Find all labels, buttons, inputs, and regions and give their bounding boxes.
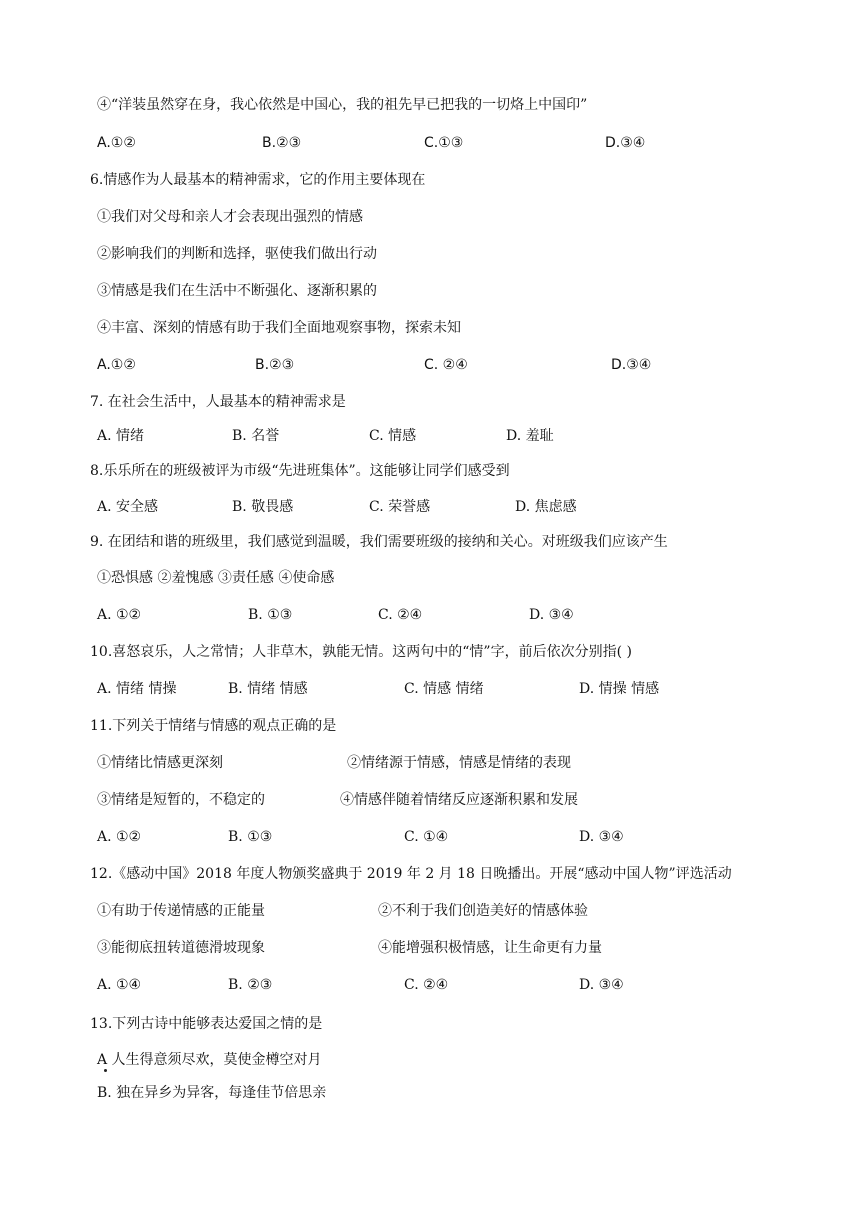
q7-option-b: B. 名誉 <box>232 428 280 444</box>
q13-stem: 13.下列古诗中能够表达爱国之情的是 <box>90 1016 323 1032</box>
q5-option-d: D.③④ <box>605 135 646 151</box>
q11-option-d: D. ③④ <box>579 829 624 845</box>
q10-option-b: B. 情绪 情感 <box>228 681 308 697</box>
q5-option-a: A.①② <box>97 135 136 151</box>
q7-option-c: C. 情感 <box>369 428 417 444</box>
q11-statement-2: ②情绪源于情感，情感是情绪的表现 <box>347 755 571 771</box>
q6-option-b: B.②③ <box>255 357 295 373</box>
q11-statement-4: ④情感伴随着情绪反应逐渐积累和发展 <box>340 792 578 808</box>
q9-option-a: A. ①② <box>97 607 142 623</box>
emphasis-dot <box>104 1069 107 1072</box>
q8-stem: 8.乐乐所在的班级被评为市级“先进班集体”。这能够让同学们感受到 <box>90 463 510 479</box>
q11-stem: 11.下列关于情绪与情感的观点正确的是 <box>90 718 337 734</box>
q10-stem: 10.喜怒哀乐，人之常情；人非草木，孰能无情。这两句中的“情”字，前后依次分别指( ) <box>90 644 632 660</box>
q5-statement-4: ④“洋装虽然穿在身，我心依然是中国心，我的祖先早已把我的一切烙上中国印” <box>97 97 588 113</box>
q12-option-c: C. ②④ <box>404 977 449 993</box>
q11-statement-3: ③情绪是短暂的，不稳定的 <box>97 792 265 808</box>
q6-option-d: D.③④ <box>611 357 652 373</box>
q6-statement-1: ①我们对父母和亲人才会表现出强烈的情感 <box>97 209 363 225</box>
q10-option-a: A. 情绪 情操 <box>97 681 177 697</box>
q13-option-b: B. 独在异乡为异客，每逢佳节倍思亲 <box>97 1085 327 1101</box>
q9-stem: 9. 在团结和谐的班级里，我们感觉到温暖，我们需要班级的接纳和关心。对班级我们应该产生 <box>90 534 668 550</box>
q11-statement-1: ①情绪比情感更深刻 <box>97 755 223 771</box>
q11-option-c: C. ①④ <box>404 829 449 845</box>
q7-option-a: A. 情绪 <box>97 428 145 444</box>
q10-option-c: C. 情感 情绪 <box>404 681 484 697</box>
q11-option-b: B. ①③ <box>228 829 273 845</box>
q12-statement-1: ①有助于传递情感的正能量 <box>97 903 265 919</box>
q7-stem: 7. 在社会生活中，人最基本的精神需求是 <box>90 394 346 410</box>
q12-statement-4: ④能增强积极情感，让生命更有力量 <box>378 940 602 956</box>
q12-option-b: B. ②③ <box>228 977 273 993</box>
q9-option-b: B. ①③ <box>248 607 293 623</box>
q6-statement-4: ④丰富、深刻的情感有助于我们全面地观察事物，探索未知 <box>97 320 461 336</box>
q7-option-d: D. 羞耻 <box>506 428 554 444</box>
q12-statement-2: ②不利于我们创造美好的情感体验 <box>378 903 588 919</box>
q8-option-c: C. 荣誉感 <box>369 499 431 515</box>
q12-option-a: A. ①④ <box>97 977 142 993</box>
q12-stem: 12.《感动中国》2018 年度人物颁奖盛典于 2019 年 2 月 18 日晚播出。开展“感动中国人物”评选活动 <box>90 866 732 882</box>
q8-option-d: D. 焦虑感 <box>515 499 577 515</box>
q5-option-b: B.②③ <box>262 135 302 151</box>
q9-option-d: D. ③④ <box>529 607 574 623</box>
q6-option-c: C. ②④ <box>424 357 468 373</box>
q12-option-d: D. ③④ <box>579 977 624 993</box>
q8-option-b: B. 敬畏感 <box>232 499 294 515</box>
q10-option-d: D. 情操 情感 <box>579 681 660 697</box>
q6-option-a: A.①② <box>97 357 136 373</box>
q9-statements: ①恐惧感 ②羞愧感 ③责任感 ④使命感 <box>97 570 335 586</box>
q12-statement-3: ③能彻底扭转道德滑坡现象 <box>97 940 265 956</box>
q9-option-c: C. ②④ <box>378 607 423 623</box>
q6-statement-2: ②影响我们的判断和选择，驱使我们做出行动 <box>97 246 377 262</box>
q11-option-a: A. ①② <box>97 829 142 845</box>
q6-stem: 6.情感作为人最基本的精神需求，它的作用主要体现在 <box>90 172 426 188</box>
q13-option-a: A 人生得意须尽欢，莫使金樽空对月 <box>97 1052 322 1068</box>
q6-statement-3: ③情感是我们在生活中不断强化、逐渐积累的 <box>97 283 377 299</box>
q8-option-a: A. 安全感 <box>97 499 159 515</box>
q5-option-c: C.①③ <box>424 135 464 151</box>
